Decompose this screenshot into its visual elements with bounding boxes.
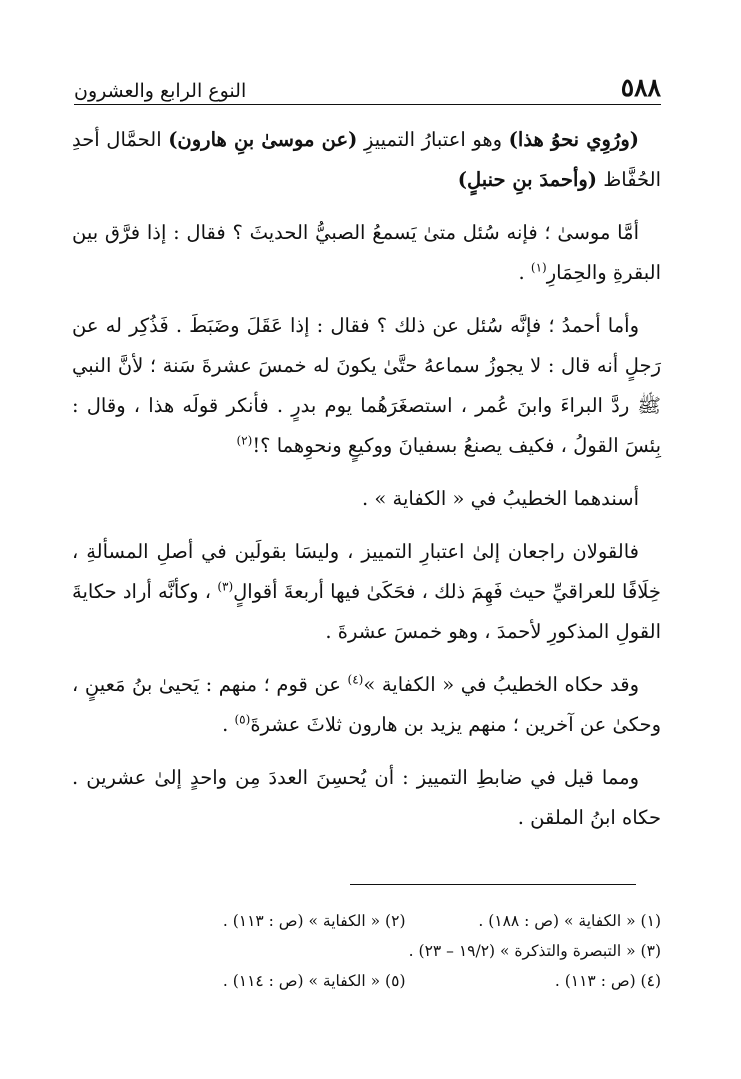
quoted-matn-2: (عن موسىٰ بنِ هارون)	[168, 128, 358, 151]
paragraph-end: .	[518, 261, 531, 284]
paragraph-text: وقد حكاه الخطيبُ في « الكفاية »	[363, 673, 639, 696]
running-header	[74, 62, 661, 102]
footnote-row	[150, 936, 661, 966]
header-divider	[74, 104, 661, 105]
footnote-ref-5[interactable]: (٥)	[234, 712, 251, 727]
paragraph-3	[72, 306, 661, 466]
footnote-2: (٢) « الكفاية » (ص : ١١٣) .	[222, 912, 406, 930]
footnote-divider	[350, 884, 636, 885]
paragraph-text: عن قوم ؛ منهم : يَحيىٰ بنُ مَعينٍ ، وحكىٰ عن آخرين ؛ منهم يزيد بن هارون ثلاثَ عشرةَ	[72, 673, 661, 736]
footnote-1: (١) « الكفاية » (ص : ١٨٨) .	[478, 912, 661, 930]
footnote-ref-1[interactable]: (١)	[530, 260, 547, 275]
footnote-5: (٥) « الكفاية » (ص : ١١٤) .	[222, 972, 406, 990]
quoted-matn-3: (وأحمدَ بنِ حنبلٍ)	[457, 168, 598, 191]
paragraph-text: ، وكأنَّه أراد حكايةَ القولِ المذكورِ لأحمدَ ، وهو خمسَ عشرةَ .	[72, 580, 661, 643]
main-text	[72, 120, 661, 851]
footnote-ref-3[interactable]: (٣)	[217, 579, 234, 594]
paragraph-end: .	[222, 713, 235, 736]
footnote-4: (٤) (ص : ١١٣) .	[554, 972, 661, 990]
footnote-ref-2[interactable]: (٢)	[236, 433, 253, 448]
footnotes	[150, 906, 661, 996]
paragraph-text: أمَّا موسىٰ ؛ فإنه سُئل متىٰ يَسمعُ الصبيُّ الحديثَ ؟ فقال : إذا فرَّق بين البقرةِ والحِمَارِ	[72, 221, 661, 284]
footnote-row	[150, 966, 661, 996]
commentary-text: وهو اعتبارُ التمييزِ	[357, 128, 509, 151]
paragraph-text: فالقولان راجعان إلىٰ اعتبارِ التمييز ، وليسَا بقولَين في أصلِ المسألةِ ، خِلَافًا للعراقيِّ حيث فَهِمَ ذلك ، فحَكَىٰ فيها أربعةَ أقوالٍ	[72, 540, 661, 603]
page-number: ٥٨٨	[620, 73, 661, 102]
quoted-matn-1: (ورُوِي نحوُ هذا)	[508, 128, 639, 151]
paragraph-text: أسندهما الخطيبُ في « الكفاية » .	[362, 487, 639, 510]
paragraph-7	[72, 758, 661, 838]
chapter-title: النوع الرابع والعشرون	[74, 80, 247, 102]
paragraph-1	[72, 120, 661, 200]
paragraph-5	[72, 532, 661, 652]
footnote-row	[150, 906, 661, 936]
paragraph-4	[72, 479, 661, 519]
paragraph-2	[72, 213, 661, 293]
paragraph-text: وأما أحمدُ ؛ فإنَّه سُئل عن ذلك ؟ فقال : إذا عَقَلَ وضَبَطَ . فَذُكِر له عن رَجلٍ أنه قال : لا يجوزُ سماعهُ حتَّىٰ يكونَ له خمسَ عشرةَ سَنة ؛ لأنَّ النبي ﷺ ردَّ البراءَ وابنَ عُمر ، استصغَرَهُما يوم بدرٍ . فأنكر قولَه هذا ، وقال : بِئسَ القولُ ، فكيف يصنعُ بسفيانَ ووكيعٍ ونحوِهما ؟!	[72, 314, 661, 457]
paragraph-6	[72, 665, 661, 745]
paragraph-text: ومما قيل في ضابطِ التمييز : أن يُحسِنَ العددَ مِن واحدٍ إلىٰ عشرين . حكاه ابنُ الملقن .	[72, 766, 661, 829]
footnote-ref-4[interactable]: (٤)	[347, 672, 364, 687]
footnote-3: (٣) « التبصرة والتذكرة » (١٩/٢ – ٢٣) .	[408, 942, 661, 960]
commentary-text: الحمَّال أحدِ الحُفَّاظ	[72, 128, 661, 191]
